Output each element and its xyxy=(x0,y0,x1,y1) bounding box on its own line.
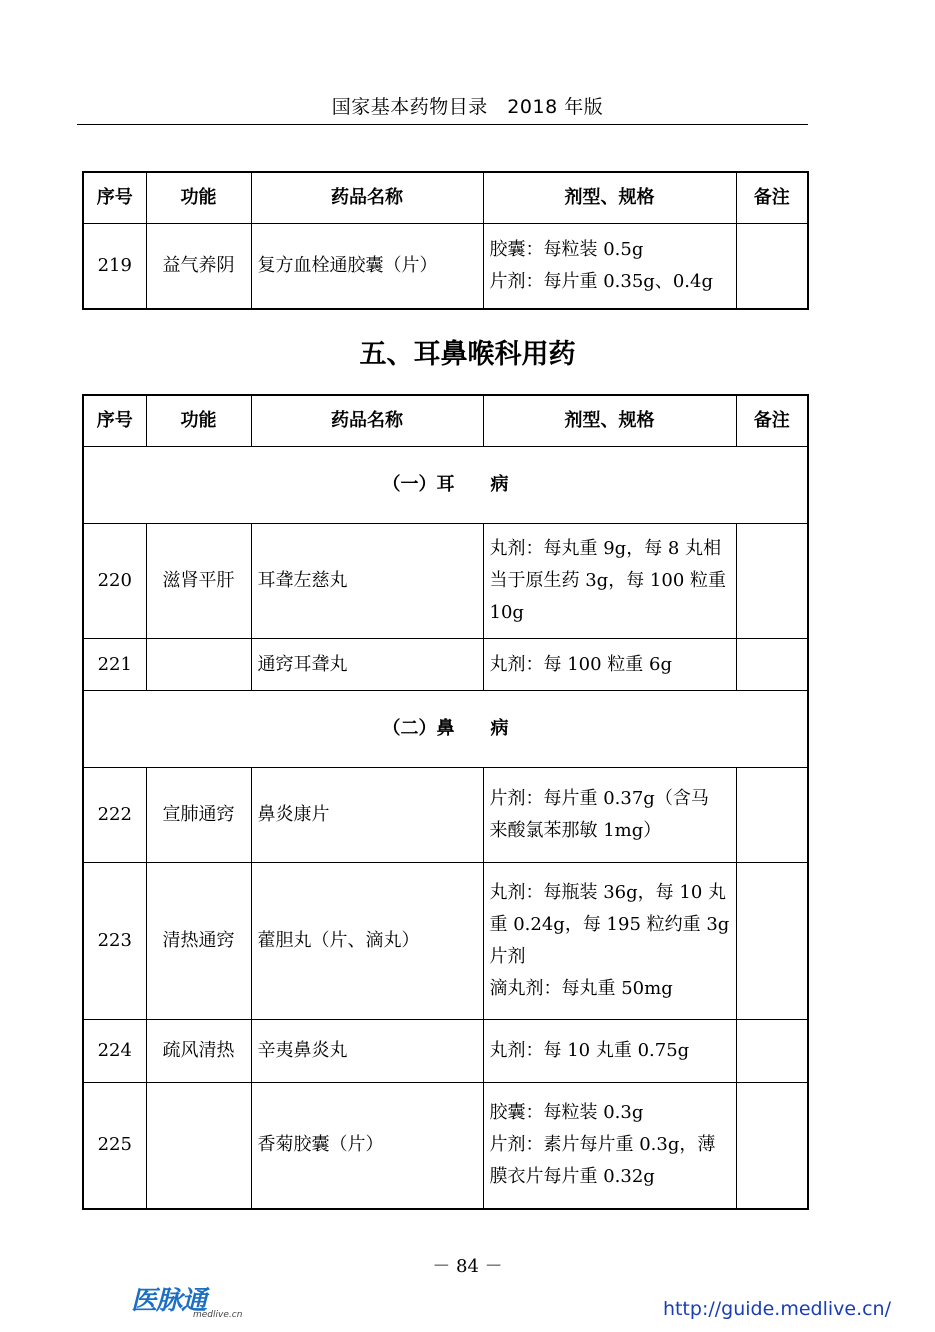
row-drug-name: 香菊胶囊（片） xyxy=(251,1083,483,1209)
spec-line: 膜衣片每片重 0.32g xyxy=(489,1166,655,1188)
page-header: 国家基本药物目录 2018 年版 xyxy=(331,96,604,118)
row-drug-name: 通窍耳聋丸 xyxy=(251,639,483,691)
row-spec xyxy=(483,224,736,309)
spec-line: 丸剂：每瓶装 36g，每 10 丸 xyxy=(489,882,726,903)
footer-url-link[interactable]: http://guide.medlive.cn/ xyxy=(662,1298,891,1320)
row-spec xyxy=(483,863,736,1020)
row-function xyxy=(146,639,251,691)
spec-line: 滴丸剂：每丸重 50mg xyxy=(489,978,673,999)
spec-line: 片剂：每片重 0.37g（含马 xyxy=(489,788,709,809)
row-spec xyxy=(483,768,736,863)
row-note xyxy=(736,768,808,863)
row-note xyxy=(736,1083,808,1209)
spec-line: 丸剂：每 100 粒重 6g xyxy=(489,653,672,675)
table-row xyxy=(83,524,808,639)
row-drug-name: 辛夷鼻炎丸 xyxy=(251,1020,483,1083)
row-note xyxy=(736,863,808,1020)
row-spec xyxy=(483,524,736,639)
medlive-logo xyxy=(131,1280,241,1322)
col-header-spec: 剂型、规格 xyxy=(483,172,736,224)
header-divider xyxy=(77,124,808,125)
table-row xyxy=(83,224,808,309)
spec-line: 来酸氯苯那敏 1mg） xyxy=(489,820,662,841)
row-function: 疏风清热 xyxy=(146,1020,251,1083)
row-spec xyxy=(483,1083,736,1209)
spec-line: 丸剂：每 10 丸重 0.75g xyxy=(489,1040,690,1061)
row-spec xyxy=(483,1020,736,1083)
col-header-name: 药品名称 xyxy=(251,172,483,224)
row-function: 宣肺通窍 xyxy=(146,768,251,863)
logo-text: 医脉通 xyxy=(131,1286,207,1316)
spec-line: 重 0.24g，每 195 粒约重 3g xyxy=(489,914,730,935)
row-function: 益气养阴 xyxy=(146,224,251,309)
row-function: 清热通窍 xyxy=(146,863,251,1020)
table-row xyxy=(83,639,808,691)
subheading-nose: （二）鼻 病 xyxy=(83,691,808,768)
row-drug-name: 鼻炎康片 xyxy=(251,768,483,863)
row-function: 滋肾平肝 xyxy=(146,524,251,639)
col-header-note: 备注 xyxy=(736,172,808,224)
spec-line: 10g xyxy=(489,602,524,623)
row-note xyxy=(736,524,808,639)
table-row xyxy=(83,863,808,1020)
row-number: 220 xyxy=(83,524,146,639)
row-drug-name: 耳聋左慈丸 xyxy=(251,524,483,639)
row-number: 221 xyxy=(83,639,146,691)
spec-line: 胶囊：每粒装 0.3g xyxy=(489,1102,644,1124)
row-note xyxy=(736,639,808,691)
spec-line: 胶囊：每粒装 0.5g xyxy=(489,238,644,260)
col-header-no: 序号 xyxy=(83,172,146,224)
spec-line: 丸剂：每丸重 9g，每 8 丸相 xyxy=(489,538,722,559)
spec-line: 当于原生药 3g，每 100 粒重 xyxy=(489,570,726,591)
drug-table-continued xyxy=(82,171,809,310)
col-header-name: 药品名称 xyxy=(251,395,483,447)
table-row xyxy=(83,1083,808,1209)
row-drug-name: 藿胆丸（片、滴丸） xyxy=(251,863,483,1020)
subheading-ear: （一）耳 病 xyxy=(83,447,808,524)
row-number: 223 xyxy=(83,863,146,1020)
col-header-no: 序号 xyxy=(83,395,146,447)
row-number: 224 xyxy=(83,1020,146,1083)
row-number: 219 xyxy=(83,224,146,309)
col-header-note: 备注 xyxy=(736,395,808,447)
page-number: － 84 － xyxy=(432,1256,503,1277)
section-title: 五、耳鼻喉科用药 xyxy=(359,339,576,370)
spec-line: 片剂 xyxy=(489,946,526,967)
table-row xyxy=(83,1020,808,1083)
table-row xyxy=(83,768,808,863)
row-note xyxy=(736,1020,808,1083)
col-header-function: 功能 xyxy=(146,172,251,224)
row-note xyxy=(736,224,808,309)
row-drug-name: 复方血栓通胶囊（片） xyxy=(251,224,483,309)
drug-table-ent xyxy=(82,394,809,1210)
spec-line: 片剂：素片每片重 0.3g，薄 xyxy=(489,1134,716,1156)
spec-line: 片剂：每片重 0.35g、0.4g xyxy=(489,270,713,292)
table-header-row xyxy=(83,172,808,224)
row-spec xyxy=(483,639,736,691)
subheading-row xyxy=(83,691,808,768)
subheading-row xyxy=(83,447,808,524)
row-number: 225 xyxy=(83,1083,146,1209)
col-header-spec: 剂型、规格 xyxy=(483,395,736,447)
table-header-row xyxy=(83,395,808,447)
col-header-function: 功能 xyxy=(146,395,251,447)
logo-subtext: medlive.cn xyxy=(193,1310,243,1320)
row-function xyxy=(146,1083,251,1209)
row-number: 222 xyxy=(83,768,146,863)
